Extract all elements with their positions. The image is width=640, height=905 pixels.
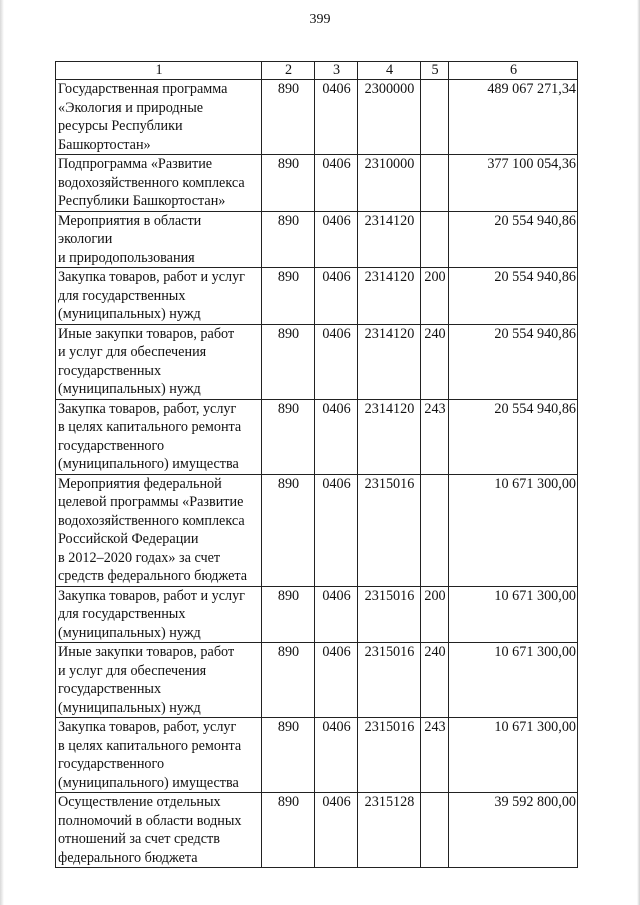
column-header: 3 bbox=[315, 62, 358, 80]
code-cell-section: 0406 bbox=[315, 324, 358, 399]
code-cell-ministry: 890 bbox=[262, 793, 315, 868]
row-name-line: полномочий в области водных bbox=[58, 812, 242, 829]
code-cell-section: 0406 bbox=[315, 268, 358, 325]
code-cell-ministry: 890 bbox=[262, 643, 315, 718]
row-name-line: Иные закупки товаров, работ bbox=[58, 644, 235, 660]
table-row bbox=[56, 643, 578, 718]
row-name-cell bbox=[56, 586, 262, 643]
row-name-cell bbox=[56, 718, 262, 793]
code-cell-target: 2310000 bbox=[358, 155, 421, 212]
row-name-line: для государственных bbox=[58, 287, 186, 304]
row-name-line: экологии bbox=[58, 231, 113, 247]
table-row bbox=[56, 211, 578, 268]
row-name-line: Мероприятия в области bbox=[58, 212, 202, 229]
row-name-line: водохозяйственного комплекса bbox=[58, 512, 245, 529]
code-cell-ministry: 890 bbox=[262, 155, 315, 212]
row-name-line: государственного bbox=[58, 437, 165, 454]
row-name-cell bbox=[56, 80, 262, 155]
row-name-line: отношений за счет средств bbox=[58, 831, 220, 847]
column-header: 1 bbox=[56, 62, 262, 80]
amount-cell: 10 671 300,00 bbox=[449, 643, 578, 718]
column-header: 4 bbox=[358, 62, 421, 80]
code-cell-expense-type: 200 bbox=[421, 586, 449, 643]
table-body bbox=[56, 80, 578, 868]
row-name-line: ресурсы Республики bbox=[58, 118, 183, 134]
code-cell-target: 2315016 bbox=[358, 586, 421, 643]
code-cell-target: 2315128 bbox=[358, 793, 421, 868]
code-cell-section: 0406 bbox=[315, 643, 358, 718]
amount-cell: 489 067 271,34 bbox=[449, 80, 578, 155]
code-cell-section: 0406 bbox=[315, 399, 358, 474]
code-cell-expense-type: 200 bbox=[421, 268, 449, 325]
code-cell-section: 0406 bbox=[315, 793, 358, 868]
row-name-line: Подпрограмма «Развитие bbox=[58, 156, 213, 172]
row-name-line: (муниципального) имущества bbox=[58, 774, 239, 791]
column-header: 2 bbox=[262, 62, 315, 80]
code-cell-target: 2314120 bbox=[358, 324, 421, 399]
row-name-line: в целях капитального ремонта bbox=[58, 419, 242, 435]
row-name-line: водохозяйственного комплекса bbox=[58, 174, 245, 191]
code-cell-ministry: 890 bbox=[262, 399, 315, 474]
table-row bbox=[56, 268, 578, 325]
row-name-line: государственного bbox=[58, 756, 165, 772]
code-cell-section: 0406 bbox=[315, 474, 358, 586]
code-cell-expense-type bbox=[421, 793, 449, 868]
row-name-line: Закупка товаров, работ, услуг bbox=[58, 719, 237, 735]
code-cell-expense-type bbox=[421, 155, 449, 212]
amount-cell: 20 554 940,86 bbox=[449, 211, 578, 268]
code-cell-target: 2315016 bbox=[358, 718, 421, 793]
row-name-line: федерального бюджета bbox=[58, 849, 198, 866]
row-name-line: Иные закупки товаров, работ bbox=[58, 325, 235, 342]
column-header: 6 bbox=[449, 62, 578, 80]
row-name-line: (муниципальных) нужд bbox=[58, 699, 201, 716]
row-name-line: Осуществление отдельных bbox=[58, 794, 221, 810]
scan-edge-left bbox=[0, 0, 4, 905]
code-cell-section: 0406 bbox=[315, 155, 358, 212]
row-name-line: в целях капитального ремонта bbox=[58, 737, 242, 754]
row-name-line: «Экология и природные bbox=[58, 99, 204, 116]
row-name-cell bbox=[56, 474, 262, 586]
row-name-line: Мероприятия федеральной bbox=[58, 475, 222, 492]
code-cell-expense-type bbox=[421, 211, 449, 268]
amount-cell: 10 671 300,00 bbox=[449, 586, 578, 643]
amount-cell: 20 554 940,86 bbox=[449, 268, 578, 325]
code-cell-expense-type: 240 bbox=[421, 324, 449, 399]
code-cell-ministry: 890 bbox=[262, 474, 315, 586]
code-cell-target: 2300000 bbox=[358, 80, 421, 155]
row-name-line: средств федерального бюджета bbox=[58, 568, 248, 584]
row-name-line: Закупка товаров, работ и услуг bbox=[58, 587, 245, 604]
table-row bbox=[56, 80, 578, 155]
row-name-cell bbox=[56, 211, 262, 268]
row-name-line: (муниципальных) нужд bbox=[58, 306, 201, 322]
code-cell-expense-type: 243 bbox=[421, 399, 449, 474]
row-name-line: в 2012–2020 годах» за счет bbox=[58, 549, 221, 566]
code-cell-target: 2314120 bbox=[358, 211, 421, 268]
row-name-cell bbox=[56, 155, 262, 212]
row-name-line: (муниципального) имущества bbox=[58, 456, 239, 472]
row-name-line: (муниципальных) нужд bbox=[58, 381, 201, 397]
row-name-line: Российской Федерации bbox=[58, 531, 199, 547]
table-header-row bbox=[56, 62, 578, 80]
code-cell-section: 0406 bbox=[315, 586, 358, 643]
row-name-line: и природопользования bbox=[58, 249, 195, 266]
code-cell-ministry: 890 bbox=[262, 80, 315, 155]
code-cell-target: 2314120 bbox=[358, 399, 421, 474]
row-name-line: Башкортостан» bbox=[58, 136, 151, 153]
row-name-cell bbox=[56, 399, 262, 474]
table-row bbox=[56, 155, 578, 212]
column-header: 5 bbox=[421, 62, 449, 80]
row-name-line: государственных bbox=[58, 681, 162, 697]
row-name-cell bbox=[56, 793, 262, 868]
row-name-line: государственных bbox=[58, 362, 162, 379]
row-name-line: и услуг для обеспечения bbox=[58, 662, 207, 679]
code-cell-ministry: 890 bbox=[262, 586, 315, 643]
row-name-cell bbox=[56, 324, 262, 399]
code-cell-section: 0406 bbox=[315, 211, 358, 268]
page-number: 399 bbox=[309, 12, 331, 27]
amount-cell: 10 671 300,00 bbox=[449, 474, 578, 586]
row-name-cell bbox=[56, 268, 262, 325]
row-name-line: целевой программы «Развитие bbox=[58, 494, 244, 510]
amount-cell: 377 100 054,36 bbox=[449, 155, 578, 212]
row-name-line: для государственных bbox=[58, 606, 186, 622]
table-row bbox=[56, 399, 578, 474]
code-cell-section: 0406 bbox=[315, 80, 358, 155]
code-cell-ministry: 890 bbox=[262, 324, 315, 399]
code-cell-target: 2315016 bbox=[358, 474, 421, 586]
row-name-line: и услуг для обеспечения bbox=[58, 344, 207, 360]
amount-cell: 20 554 940,86 bbox=[449, 399, 578, 474]
code-cell-target: 2314120 bbox=[358, 268, 421, 325]
code-cell-ministry: 890 bbox=[262, 211, 315, 268]
code-cell-ministry: 890 bbox=[262, 718, 315, 793]
table-row bbox=[56, 324, 578, 399]
row-name-line: (муниципальных) нужд bbox=[58, 624, 201, 641]
row-name-cell bbox=[56, 643, 262, 718]
amount-cell: 39 592 800,00 bbox=[449, 793, 578, 868]
code-cell-expense-type: 240 bbox=[421, 643, 449, 718]
budget-table bbox=[55, 61, 578, 868]
row-name-line: Государственная программа bbox=[58, 81, 228, 97]
code-cell-expense-type bbox=[421, 80, 449, 155]
code-cell-expense-type: 243 bbox=[421, 718, 449, 793]
code-cell-ministry: 890 bbox=[262, 268, 315, 325]
table-row bbox=[56, 586, 578, 643]
row-name-line: Закупка товаров, работ, услуг bbox=[58, 400, 237, 417]
table-row bbox=[56, 474, 578, 586]
code-cell-expense-type bbox=[421, 474, 449, 586]
amount-cell: 20 554 940,86 bbox=[449, 324, 578, 399]
code-cell-section: 0406 bbox=[315, 718, 358, 793]
amount-cell: 10 671 300,00 bbox=[449, 718, 578, 793]
table-row bbox=[56, 718, 578, 793]
row-name-line: Закупка товаров, работ и услуг bbox=[58, 269, 245, 285]
code-cell-target: 2315016 bbox=[358, 643, 421, 718]
row-name-line: Республики Башкортостан» bbox=[58, 193, 226, 209]
table-row bbox=[56, 793, 578, 868]
